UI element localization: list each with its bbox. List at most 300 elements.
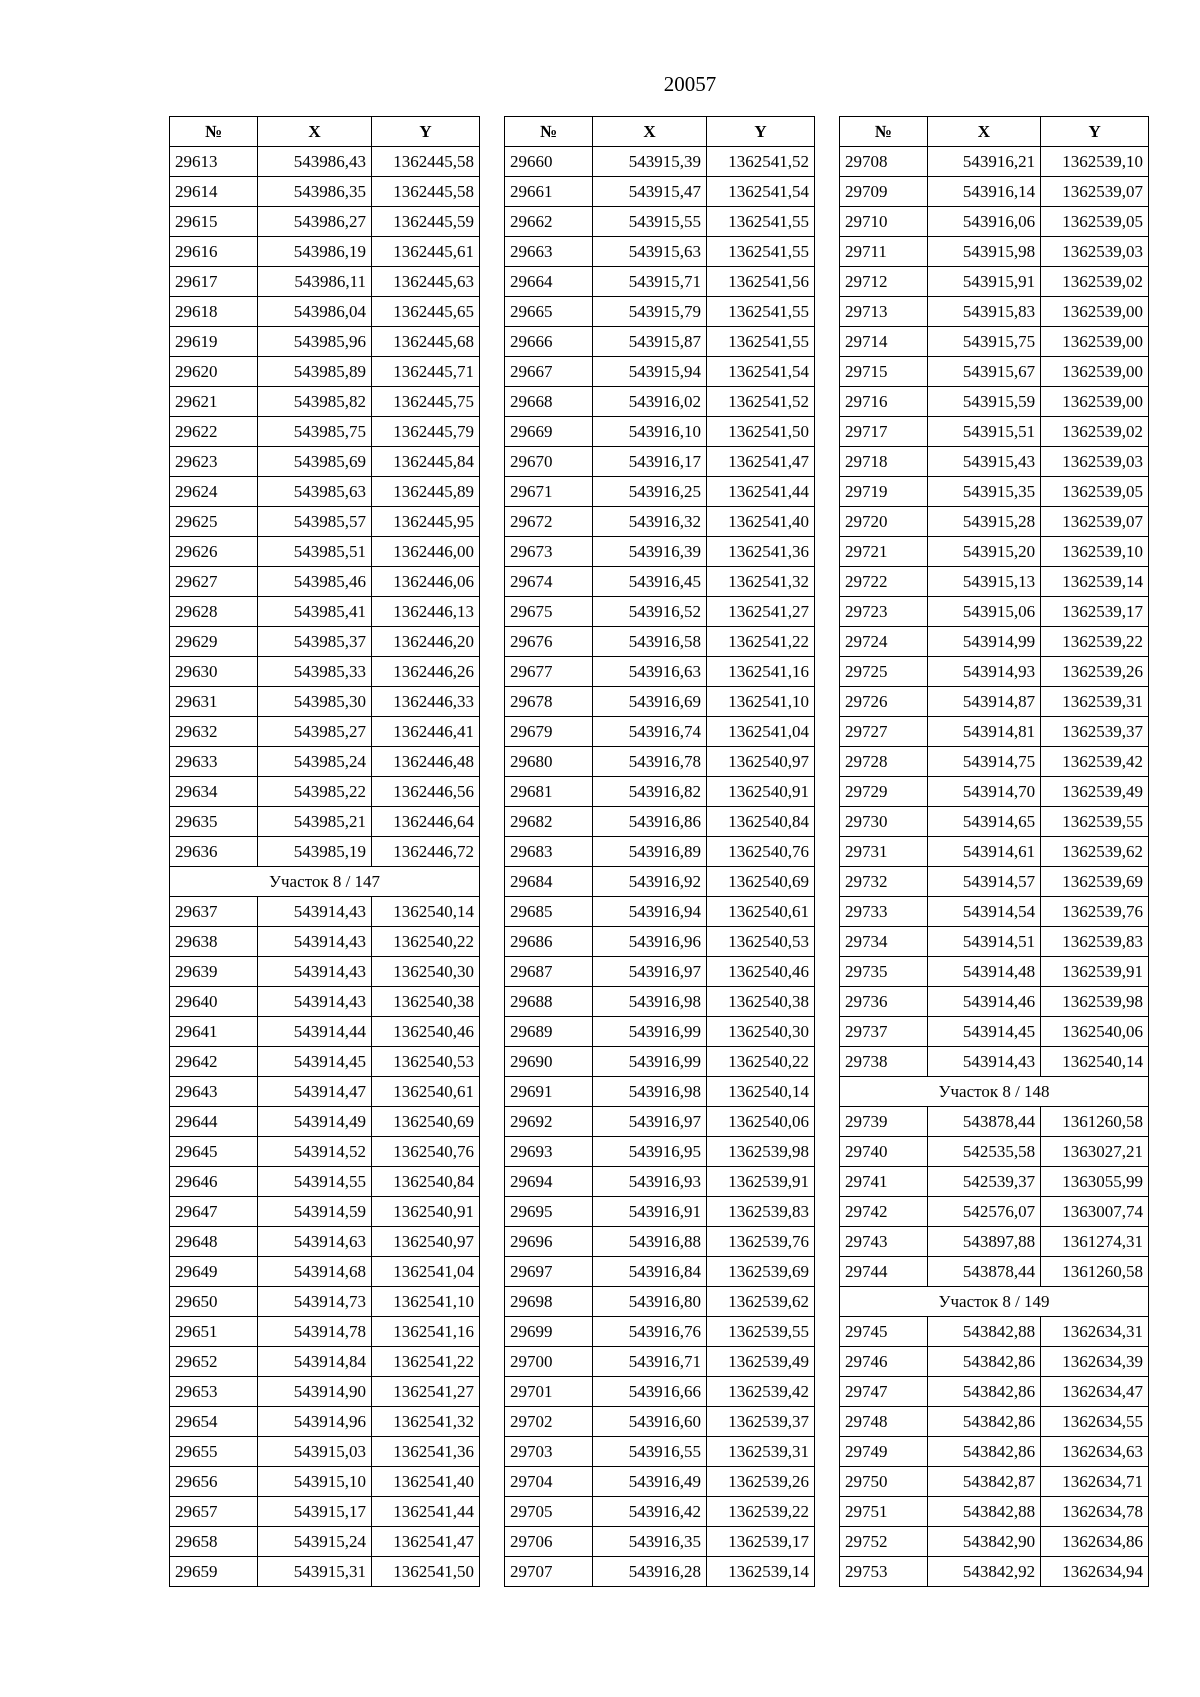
y-coordinate: 1362540,14 bbox=[707, 1077, 815, 1107]
x-coordinate: 543985,37 bbox=[258, 627, 372, 657]
point-number: 29614 bbox=[170, 177, 258, 207]
table-row bbox=[840, 507, 1149, 537]
table-row bbox=[840, 597, 1149, 627]
table-row bbox=[505, 1347, 815, 1377]
point-number: 29686 bbox=[505, 927, 593, 957]
point-number: 29634 bbox=[170, 777, 258, 807]
table-row bbox=[170, 417, 480, 447]
y-coordinate: 1362445,95 bbox=[372, 507, 480, 537]
point-number: 29632 bbox=[170, 717, 258, 747]
point-number: 29666 bbox=[505, 327, 593, 357]
point-number: 29624 bbox=[170, 477, 258, 507]
y-coordinate: 1362539,37 bbox=[707, 1407, 815, 1437]
x-coordinate: 543914,90 bbox=[258, 1377, 372, 1407]
table-row bbox=[170, 267, 480, 297]
point-number: 29682 bbox=[505, 807, 593, 837]
x-coordinate: 543842,86 bbox=[927, 1407, 1041, 1437]
x-coordinate: 543916,10 bbox=[593, 417, 707, 447]
point-number: 29694 bbox=[505, 1167, 593, 1197]
point-number: 29647 bbox=[170, 1197, 258, 1227]
table-row bbox=[505, 1287, 815, 1317]
point-number: 29650 bbox=[170, 1287, 258, 1317]
point-number: 29731 bbox=[840, 837, 928, 867]
point-number: 29649 bbox=[170, 1257, 258, 1287]
table-row bbox=[505, 1077, 815, 1107]
y-coordinate: 1362634,31 bbox=[1041, 1317, 1149, 1347]
x-coordinate: 543916,91 bbox=[593, 1197, 707, 1227]
point-number: 29651 bbox=[170, 1317, 258, 1347]
table-row bbox=[840, 537, 1149, 567]
point-number: 29743 bbox=[840, 1227, 928, 1257]
table-row bbox=[505, 1227, 815, 1257]
y-coordinate: 1362539,26 bbox=[1041, 657, 1149, 687]
x-coordinate: 543914,87 bbox=[927, 687, 1041, 717]
point-number: 29721 bbox=[840, 537, 928, 567]
table-row bbox=[505, 1257, 815, 1287]
table-row bbox=[840, 1347, 1149, 1377]
y-coordinate: 1362539,69 bbox=[707, 1257, 815, 1287]
table-row bbox=[505, 747, 815, 777]
x-coordinate: 543916,84 bbox=[593, 1257, 707, 1287]
x-coordinate: 543842,88 bbox=[927, 1497, 1041, 1527]
y-coordinate: 1362634,63 bbox=[1041, 1437, 1149, 1467]
x-coordinate: 543914,96 bbox=[258, 1407, 372, 1437]
point-number: 29697 bbox=[505, 1257, 593, 1287]
point-number: 29637 bbox=[170, 897, 258, 927]
x-coordinate: 543985,33 bbox=[258, 657, 372, 687]
y-coordinate: 1362446,41 bbox=[372, 717, 480, 747]
point-number: 29725 bbox=[840, 657, 928, 687]
x-coordinate: 543914,55 bbox=[258, 1167, 372, 1197]
point-number: 29658 bbox=[170, 1527, 258, 1557]
point-number: 29667 bbox=[505, 357, 593, 387]
table-row bbox=[505, 267, 815, 297]
x-coordinate: 543914,99 bbox=[927, 627, 1041, 657]
x-coordinate: 543916,63 bbox=[593, 657, 707, 687]
table-row bbox=[840, 957, 1149, 987]
table-row bbox=[505, 957, 815, 987]
y-coordinate: 1362540,14 bbox=[1041, 1047, 1149, 1077]
y-coordinate: 1362539,49 bbox=[1041, 777, 1149, 807]
y-coordinate: 1361260,58 bbox=[1041, 1257, 1149, 1287]
x-coordinate: 543916,80 bbox=[593, 1287, 707, 1317]
point-number: 29631 bbox=[170, 687, 258, 717]
point-number: 29696 bbox=[505, 1227, 593, 1257]
x-coordinate: 543915,24 bbox=[258, 1527, 372, 1557]
table-row bbox=[170, 1167, 480, 1197]
point-number: 29672 bbox=[505, 507, 593, 537]
point-number: 29706 bbox=[505, 1527, 593, 1557]
header-y: Y bbox=[707, 117, 815, 147]
y-coordinate: 1362446,72 bbox=[372, 837, 480, 867]
table-row bbox=[840, 1137, 1149, 1167]
table-row bbox=[840, 1107, 1149, 1137]
table-row bbox=[840, 177, 1149, 207]
x-coordinate: 542535,58 bbox=[927, 1137, 1041, 1167]
x-coordinate: 542539,37 bbox=[927, 1167, 1041, 1197]
y-coordinate: 1362539,17 bbox=[1041, 597, 1149, 627]
x-coordinate: 543915,43 bbox=[927, 447, 1041, 477]
x-coordinate: 543916,97 bbox=[593, 1107, 707, 1137]
table-header-row bbox=[505, 117, 815, 147]
table-row bbox=[840, 207, 1149, 237]
y-coordinate: 1362445,89 bbox=[372, 477, 480, 507]
point-number: 29623 bbox=[170, 447, 258, 477]
point-number: 29753 bbox=[840, 1557, 928, 1587]
table-row bbox=[170, 837, 480, 867]
x-coordinate: 543914,48 bbox=[927, 957, 1041, 987]
table-row bbox=[170, 1317, 480, 1347]
table-row bbox=[170, 1287, 480, 1317]
y-coordinate: 1362541,44 bbox=[707, 477, 815, 507]
table-row bbox=[840, 1527, 1149, 1557]
point-number: 29701 bbox=[505, 1377, 593, 1407]
table-row bbox=[505, 927, 815, 957]
point-number: 29627 bbox=[170, 567, 258, 597]
point-number: 29633 bbox=[170, 747, 258, 777]
point-number: 29689 bbox=[505, 1017, 593, 1047]
point-number: 29702 bbox=[505, 1407, 593, 1437]
x-coordinate: 543985,30 bbox=[258, 687, 372, 717]
y-coordinate: 1362541,16 bbox=[372, 1317, 480, 1347]
x-coordinate: 543915,13 bbox=[927, 567, 1041, 597]
table-row bbox=[840, 1197, 1149, 1227]
point-number: 29645 bbox=[170, 1137, 258, 1167]
y-coordinate: 1362446,20 bbox=[372, 627, 480, 657]
y-coordinate: 1362634,39 bbox=[1041, 1347, 1149, 1377]
y-coordinate: 1362541,54 bbox=[707, 177, 815, 207]
y-coordinate: 1362539,76 bbox=[707, 1227, 815, 1257]
x-coordinate: 543985,27 bbox=[258, 717, 372, 747]
table-row bbox=[840, 387, 1149, 417]
point-number: 29668 bbox=[505, 387, 593, 417]
point-number: 29735 bbox=[840, 957, 928, 987]
x-coordinate: 543986,27 bbox=[258, 207, 372, 237]
table-row bbox=[505, 1047, 815, 1077]
table-row bbox=[505, 207, 815, 237]
point-number: 29625 bbox=[170, 507, 258, 537]
point-number: 29646 bbox=[170, 1167, 258, 1197]
point-number: 29690 bbox=[505, 1047, 593, 1077]
y-coordinate: 1362539,14 bbox=[1041, 567, 1149, 597]
x-coordinate: 543985,21 bbox=[258, 807, 372, 837]
y-coordinate: 1362540,30 bbox=[707, 1017, 815, 1047]
x-coordinate: 543842,92 bbox=[927, 1557, 1041, 1587]
table-row bbox=[840, 1017, 1149, 1047]
table-row bbox=[505, 357, 815, 387]
x-coordinate: 543914,70 bbox=[927, 777, 1041, 807]
y-coordinate: 1361260,58 bbox=[1041, 1107, 1149, 1137]
y-coordinate: 1362539,55 bbox=[707, 1317, 815, 1347]
table-row bbox=[170, 477, 480, 507]
point-number: 29726 bbox=[840, 687, 928, 717]
x-coordinate: 543986,43 bbox=[258, 147, 372, 177]
x-coordinate: 543914,68 bbox=[258, 1257, 372, 1287]
table-header-row bbox=[170, 117, 480, 147]
x-coordinate: 543915,47 bbox=[593, 177, 707, 207]
x-coordinate: 543916,71 bbox=[593, 1347, 707, 1377]
y-coordinate: 1362541,10 bbox=[372, 1287, 480, 1317]
table-row bbox=[505, 507, 815, 537]
x-coordinate: 543985,89 bbox=[258, 357, 372, 387]
point-number: 29676 bbox=[505, 627, 593, 657]
table-row bbox=[170, 357, 480, 387]
x-coordinate: 543914,59 bbox=[258, 1197, 372, 1227]
point-number: 29618 bbox=[170, 297, 258, 327]
table-row bbox=[840, 1257, 1149, 1287]
y-coordinate: 1362540,97 bbox=[707, 747, 815, 777]
point-number: 29677 bbox=[505, 657, 593, 687]
table-row bbox=[170, 1347, 480, 1377]
table-row bbox=[505, 1527, 815, 1557]
y-coordinate: 1362540,91 bbox=[707, 777, 815, 807]
x-coordinate: 543915,91 bbox=[927, 267, 1041, 297]
point-number: 29685 bbox=[505, 897, 593, 927]
point-number: 29707 bbox=[505, 1557, 593, 1587]
table-row bbox=[170, 1557, 480, 1587]
header-y: Y bbox=[1041, 117, 1149, 147]
x-coordinate: 543916,21 bbox=[927, 147, 1041, 177]
y-coordinate: 1362540,76 bbox=[707, 837, 815, 867]
point-number: 29718 bbox=[840, 447, 928, 477]
point-number: 29688 bbox=[505, 987, 593, 1017]
point-number: 29617 bbox=[170, 267, 258, 297]
table-row bbox=[840, 477, 1149, 507]
x-coordinate: 543914,45 bbox=[258, 1047, 372, 1077]
point-number: 29657 bbox=[170, 1497, 258, 1527]
x-coordinate: 543914,54 bbox=[927, 897, 1041, 927]
table-row bbox=[505, 177, 815, 207]
point-number: 29742 bbox=[840, 1197, 928, 1227]
table-row bbox=[840, 867, 1149, 897]
point-number: 29722 bbox=[840, 567, 928, 597]
x-coordinate: 543916,69 bbox=[593, 687, 707, 717]
x-coordinate: 543914,84 bbox=[258, 1347, 372, 1377]
y-coordinate: 1362539,76 bbox=[1041, 897, 1149, 927]
y-coordinate: 1362541,44 bbox=[372, 1497, 480, 1527]
x-coordinate: 543842,86 bbox=[927, 1347, 1041, 1377]
x-coordinate: 543916,78 bbox=[593, 747, 707, 777]
point-number: 29727 bbox=[840, 717, 928, 747]
y-coordinate: 1362540,53 bbox=[372, 1047, 480, 1077]
x-coordinate: 543842,86 bbox=[927, 1377, 1041, 1407]
table-row bbox=[840, 447, 1149, 477]
table-row bbox=[170, 1497, 480, 1527]
y-coordinate: 1362540,46 bbox=[707, 957, 815, 987]
point-number: 29664 bbox=[505, 267, 593, 297]
y-coordinate: 1362539,83 bbox=[707, 1197, 815, 1227]
point-number: 29724 bbox=[840, 627, 928, 657]
point-number: 29620 bbox=[170, 357, 258, 387]
x-coordinate: 543915,87 bbox=[593, 327, 707, 357]
y-coordinate: 1362539,05 bbox=[1041, 207, 1149, 237]
table-row bbox=[170, 627, 480, 657]
table-row bbox=[170, 177, 480, 207]
y-coordinate: 1362539,10 bbox=[1041, 537, 1149, 567]
y-coordinate: 1362539,91 bbox=[1041, 957, 1149, 987]
point-number: 29626 bbox=[170, 537, 258, 567]
point-number: 29642 bbox=[170, 1047, 258, 1077]
x-coordinate: 543916,52 bbox=[593, 597, 707, 627]
y-coordinate: 1362539,00 bbox=[1041, 357, 1149, 387]
y-coordinate: 1362540,14 bbox=[372, 897, 480, 927]
x-coordinate: 543986,04 bbox=[258, 297, 372, 327]
point-number: 29660 bbox=[505, 147, 593, 177]
x-coordinate: 543914,78 bbox=[258, 1317, 372, 1347]
point-number: 29693 bbox=[505, 1137, 593, 1167]
table-row bbox=[840, 237, 1149, 267]
table-row bbox=[505, 897, 815, 927]
point-number: 29635 bbox=[170, 807, 258, 837]
table-row bbox=[840, 837, 1149, 867]
table-row bbox=[505, 297, 815, 327]
table-row bbox=[505, 477, 815, 507]
y-coordinate: 1362539,69 bbox=[1041, 867, 1149, 897]
x-coordinate: 543842,87 bbox=[927, 1467, 1041, 1497]
point-number: 29712 bbox=[840, 267, 928, 297]
point-number: 29708 bbox=[840, 147, 928, 177]
x-coordinate: 543914,57 bbox=[927, 867, 1041, 897]
point-number: 29641 bbox=[170, 1017, 258, 1047]
table-row bbox=[505, 237, 815, 267]
x-coordinate: 543916,25 bbox=[593, 477, 707, 507]
point-number: 29687 bbox=[505, 957, 593, 987]
y-coordinate: 1362541,50 bbox=[372, 1557, 480, 1587]
y-coordinate: 1362540,69 bbox=[707, 867, 815, 897]
point-number: 29711 bbox=[840, 237, 928, 267]
x-coordinate: 543914,52 bbox=[258, 1137, 372, 1167]
y-coordinate: 1362539,03 bbox=[1041, 237, 1149, 267]
x-coordinate: 543916,96 bbox=[593, 927, 707, 957]
x-coordinate: 543915,98 bbox=[927, 237, 1041, 267]
point-number: 29621 bbox=[170, 387, 258, 417]
point-number: 29700 bbox=[505, 1347, 593, 1377]
table-row bbox=[840, 1047, 1149, 1077]
point-number: 29723 bbox=[840, 597, 928, 627]
y-coordinate: 1362541,54 bbox=[707, 357, 815, 387]
point-number: 29665 bbox=[505, 297, 593, 327]
y-coordinate: 1362634,71 bbox=[1041, 1467, 1149, 1497]
table-row bbox=[840, 987, 1149, 1017]
point-number: 29705 bbox=[505, 1497, 593, 1527]
section-label: Участок 8 / 148 bbox=[840, 1077, 1149, 1107]
y-coordinate: 1362541,16 bbox=[707, 657, 815, 687]
y-coordinate: 1362540,46 bbox=[372, 1017, 480, 1047]
table-row bbox=[505, 387, 815, 417]
point-number: 29648 bbox=[170, 1227, 258, 1257]
x-coordinate: 543916,55 bbox=[593, 1437, 707, 1467]
x-coordinate: 543916,99 bbox=[593, 1047, 707, 1077]
x-coordinate: 543985,96 bbox=[258, 327, 372, 357]
table-row bbox=[505, 537, 815, 567]
point-number: 29654 bbox=[170, 1407, 258, 1437]
table-row bbox=[840, 897, 1149, 927]
table-row bbox=[170, 1047, 480, 1077]
x-coordinate: 543985,69 bbox=[258, 447, 372, 477]
y-coordinate: 1362540,69 bbox=[372, 1107, 480, 1137]
y-coordinate: 1362541,40 bbox=[707, 507, 815, 537]
table-row bbox=[840, 1467, 1149, 1497]
y-coordinate: 1362539,55 bbox=[1041, 807, 1149, 837]
x-coordinate: 543915,10 bbox=[258, 1467, 372, 1497]
table-row bbox=[170, 747, 480, 777]
y-coordinate: 1362541,52 bbox=[707, 147, 815, 177]
x-coordinate: 543914,47 bbox=[258, 1077, 372, 1107]
table-row bbox=[170, 387, 480, 417]
y-coordinate: 1363007,74 bbox=[1041, 1197, 1149, 1227]
y-coordinate: 1362541,36 bbox=[372, 1437, 480, 1467]
y-coordinate: 1362539,26 bbox=[707, 1467, 815, 1497]
x-coordinate: 543914,61 bbox=[927, 837, 1041, 867]
point-number: 29748 bbox=[840, 1407, 928, 1437]
point-number: 29678 bbox=[505, 687, 593, 717]
y-coordinate: 1362539,02 bbox=[1041, 267, 1149, 297]
y-coordinate: 1362634,94 bbox=[1041, 1557, 1149, 1587]
point-number: 29720 bbox=[840, 507, 928, 537]
y-coordinate: 1362541,04 bbox=[372, 1257, 480, 1287]
x-coordinate: 543916,06 bbox=[927, 207, 1041, 237]
table-row bbox=[840, 417, 1149, 447]
y-coordinate: 1362634,86 bbox=[1041, 1527, 1149, 1557]
table-row bbox=[170, 1017, 480, 1047]
y-coordinate: 1362540,38 bbox=[372, 987, 480, 1017]
section-row bbox=[170, 867, 480, 897]
point-number: 29639 bbox=[170, 957, 258, 987]
y-coordinate: 1362539,00 bbox=[1041, 297, 1149, 327]
y-coordinate: 1362634,55 bbox=[1041, 1407, 1149, 1437]
x-coordinate: 543915,17 bbox=[258, 1497, 372, 1527]
point-number: 29749 bbox=[840, 1437, 928, 1467]
y-coordinate: 1362445,58 bbox=[372, 147, 480, 177]
x-coordinate: 543915,59 bbox=[927, 387, 1041, 417]
y-coordinate: 1362539,42 bbox=[707, 1377, 815, 1407]
point-number: 29681 bbox=[505, 777, 593, 807]
table-row bbox=[170, 537, 480, 567]
x-coordinate: 543916,39 bbox=[593, 537, 707, 567]
y-coordinate: 1362541,40 bbox=[372, 1467, 480, 1497]
x-coordinate: 543915,39 bbox=[593, 147, 707, 177]
x-coordinate: 543915,71 bbox=[593, 267, 707, 297]
x-coordinate: 543985,82 bbox=[258, 387, 372, 417]
table-row bbox=[505, 867, 815, 897]
table-row bbox=[840, 267, 1149, 297]
table-row bbox=[840, 147, 1149, 177]
y-coordinate: 1362540,76 bbox=[372, 1137, 480, 1167]
point-number: 29751 bbox=[840, 1497, 928, 1527]
x-coordinate: 543985,57 bbox=[258, 507, 372, 537]
point-number: 29669 bbox=[505, 417, 593, 447]
x-coordinate: 543915,67 bbox=[927, 357, 1041, 387]
table-row bbox=[840, 1407, 1149, 1437]
point-number: 29746 bbox=[840, 1347, 928, 1377]
table-row bbox=[840, 297, 1149, 327]
point-number: 29730 bbox=[840, 807, 928, 837]
point-number: 29728 bbox=[840, 747, 928, 777]
table-row bbox=[170, 777, 480, 807]
table-row bbox=[170, 1257, 480, 1287]
point-number: 29747 bbox=[840, 1377, 928, 1407]
y-coordinate: 1362541,04 bbox=[707, 717, 815, 747]
x-coordinate: 543914,65 bbox=[927, 807, 1041, 837]
x-coordinate: 543914,43 bbox=[927, 1047, 1041, 1077]
y-coordinate: 1362541,55 bbox=[707, 297, 815, 327]
x-coordinate: 543916,42 bbox=[593, 1497, 707, 1527]
table-row bbox=[170, 1527, 480, 1557]
x-coordinate: 543915,20 bbox=[927, 537, 1041, 567]
x-coordinate: 543914,43 bbox=[258, 897, 372, 927]
table-row bbox=[505, 1107, 815, 1137]
header-number: № bbox=[840, 117, 928, 147]
